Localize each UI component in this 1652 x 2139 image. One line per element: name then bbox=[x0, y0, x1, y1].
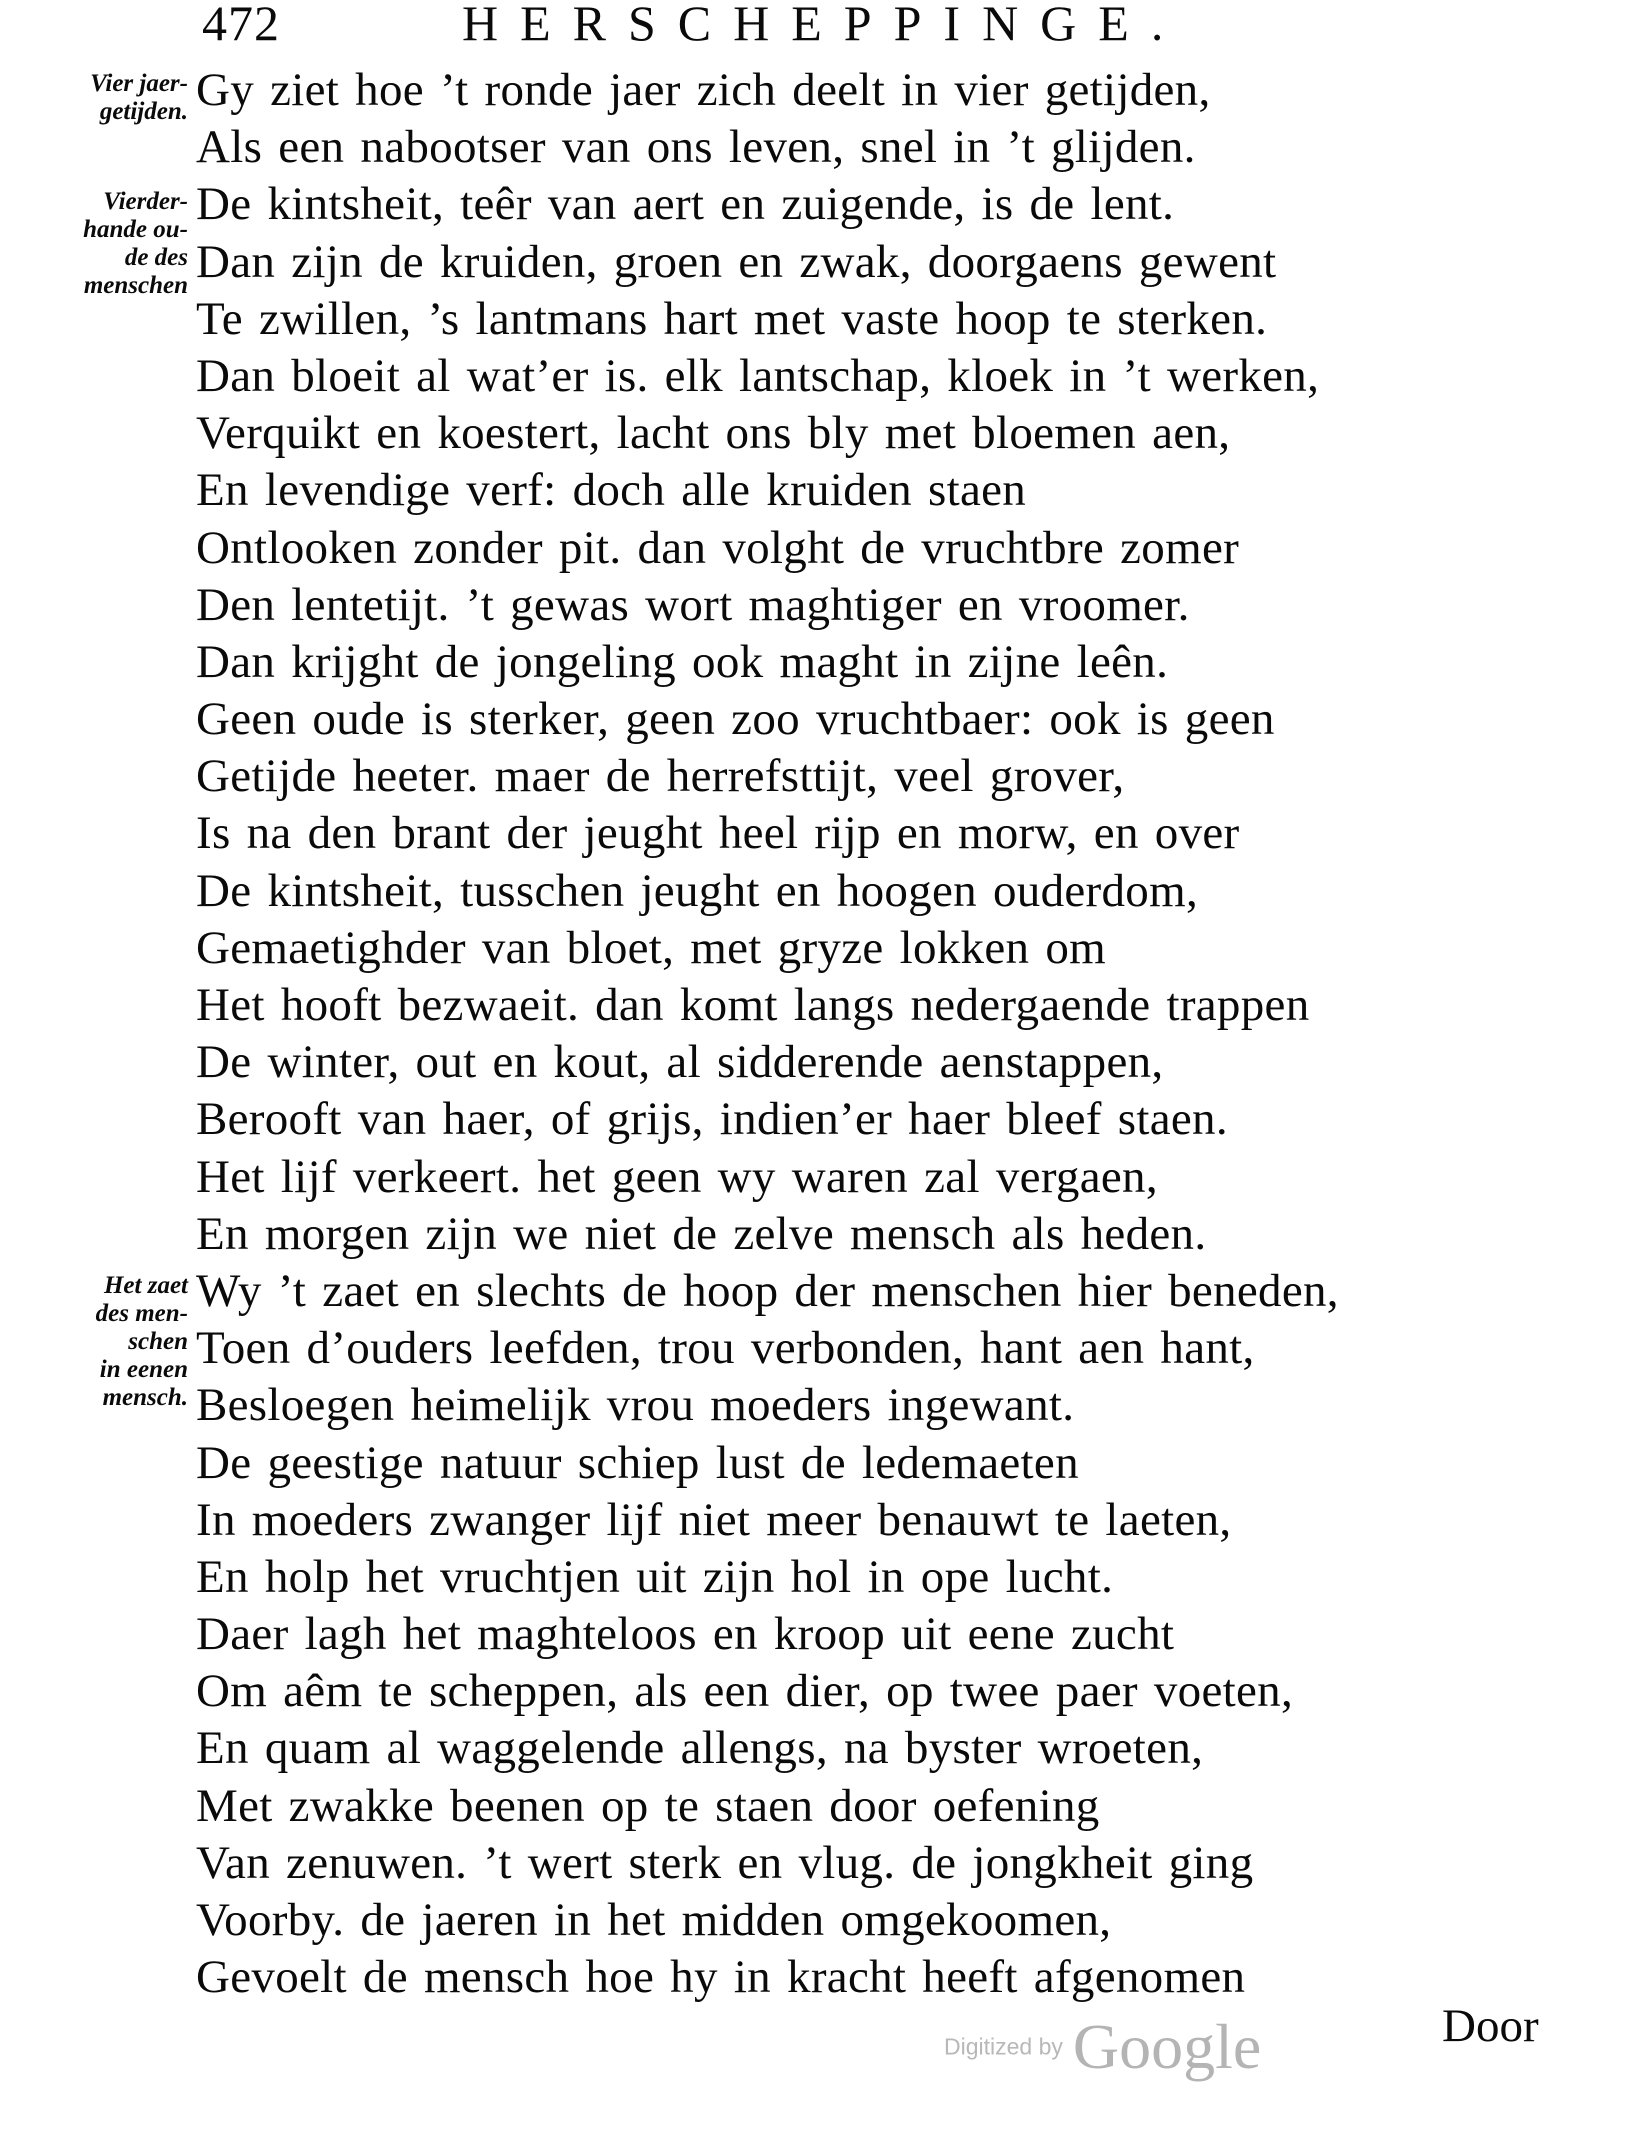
verse-line: Dan zijn de kruiden, groen en zwak, doorgaens gewent bbox=[196, 235, 1277, 288]
verse-line: Met zwakke beenen op te staen door oefening bbox=[196, 1779, 1100, 1832]
margin-note-line: in eenen bbox=[99, 1356, 188, 1383]
verse-line: De kintsheit, tusschen jeught en hoogen ouderdom, bbox=[196, 864, 1199, 917]
verse-line: Gemaetighder van bloet, met gryze lokken om bbox=[196, 921, 1107, 974]
verse-line: Het lijf verkeert. het geen wy waren zal vergaen, bbox=[196, 1150, 1158, 1203]
margin-note-line: des men- bbox=[95, 1300, 188, 1327]
verse-line: En morgen zijn we niet de zelve mensch als heden. bbox=[196, 1207, 1207, 1260]
margin-note-line: Vierder- bbox=[103, 188, 188, 215]
verse-line: In moeders zwanger lijf niet meer benauwt te laeten, bbox=[196, 1493, 1232, 1546]
margin-note-ages bbox=[28, 188, 188, 300]
margin-note-line: menschen bbox=[83, 272, 188, 299]
verse-line: Dan krijght de jongeling ook maght in zijne leên. bbox=[196, 635, 1169, 688]
verse-line: Ontlooken zonder pit. dan volght de vruchtbre zomer bbox=[196, 521, 1240, 574]
verse-line: Is na den brant der jeught heel rijp en morw, en over bbox=[196, 807, 1240, 860]
margin-note-line: getijden. bbox=[99, 98, 188, 125]
verse-line: Verquikt en koestert, lacht ons bly met bloemen aen, bbox=[196, 407, 1231, 460]
verse-line: Als een nabootser van ons leven, snel in ’t glijden. bbox=[196, 121, 1196, 174]
verse-line: En holp het vruchtjen uit zijn hol in ope lucht. bbox=[196, 1550, 1114, 1603]
verse-line: Gevoelt de mensch hoe hy in kracht heeft afgenomen bbox=[196, 1951, 1246, 2004]
google-logo: Google bbox=[1072, 2011, 1262, 2082]
verse-line: Gy ziet hoe ’t ronde jaer zich deelt in vier getijden, bbox=[196, 64, 1211, 116]
verse-line: En levendige verf: doch alle kruiden staen bbox=[196, 464, 1027, 517]
verse-line: Getijde heeter. maer de herrefsttijt, veel grover, bbox=[196, 750, 1125, 803]
verse-line: Den lentetijt. ’t gewas wort maghtiger en vroomer. bbox=[196, 578, 1190, 631]
verse-line: Berooft van haer, of grijs, indien’er haer bleef staen. bbox=[196, 1093, 1228, 1146]
digitized-by-label: Digitized by bbox=[944, 2033, 1063, 2060]
margin-note-line: mensch. bbox=[102, 1384, 188, 1411]
verse-line: Voorby. de jaeren in het midden omgekoomen, bbox=[196, 1894, 1112, 1946]
page-number: 472 bbox=[202, 0, 280, 51]
verse-line: Geen oude is sterker, geen zoo vruchtbaer: ook is geen bbox=[196, 693, 1275, 746]
margin-note-line: de des bbox=[124, 244, 188, 271]
verse-line: De winter, out en kout, al sidderende aenstappen, bbox=[196, 1036, 1164, 1089]
verse-line: Om aêm te scheppen, als een dier, op twee paer voeten, bbox=[196, 1665, 1294, 1718]
margin-note-seed bbox=[28, 1272, 188, 1412]
margin-note-line: Het zaet bbox=[103, 1272, 188, 1299]
verse-line: De geestige natuur schiep lust de ledemaeten bbox=[196, 1436, 1079, 1489]
verse-line: Daer lagh het maghteloos en kroop uit eene zucht bbox=[196, 1608, 1175, 1661]
verse-line: Dan bloeit al wat’er is. elk lantschap, kloek in ’t werken, bbox=[196, 349, 1320, 402]
catchword: Door bbox=[1442, 2000, 1539, 2052]
verse-line: Besloegen heimelijk vrou moeders ingewant. bbox=[196, 1379, 1075, 1432]
verse-line: En quam al waggelende allengs, na byster wroeten, bbox=[196, 1722, 1204, 1775]
verse-block bbox=[196, 62, 1636, 2006]
margin-note-line: Vier jaer- bbox=[90, 70, 188, 97]
verse-line: Te zwillen, ’s lantmans hart met vaste hoop te sterken. bbox=[196, 292, 1268, 345]
margin-note-line: hande ou- bbox=[83, 216, 188, 243]
verse-line: De kintsheit, teêr van aert en zuigende, is de lent. bbox=[196, 178, 1175, 231]
margin-note-seasons bbox=[28, 70, 188, 126]
verse-line: Van zenuwen. ’t wert sterk en vlug. de jongkheit ging bbox=[196, 1836, 1254, 1889]
verse-line: Toen d’ouders leefden, trou verbonden, hant aen hant, bbox=[196, 1322, 1255, 1375]
margin-note-line: schen bbox=[128, 1328, 188, 1355]
verse-line: Wy ’t zaet en slechts de hoop der menschen hier beneden, bbox=[196, 1264, 1339, 1317]
verse-line: Het hooft bezwaeit. dan komt langs nedergaende trappen bbox=[196, 979, 1310, 1031]
digitized-watermark bbox=[944, 2010, 1261, 2084]
running-head: HERSCHEPPINGE. bbox=[462, 0, 1186, 51]
